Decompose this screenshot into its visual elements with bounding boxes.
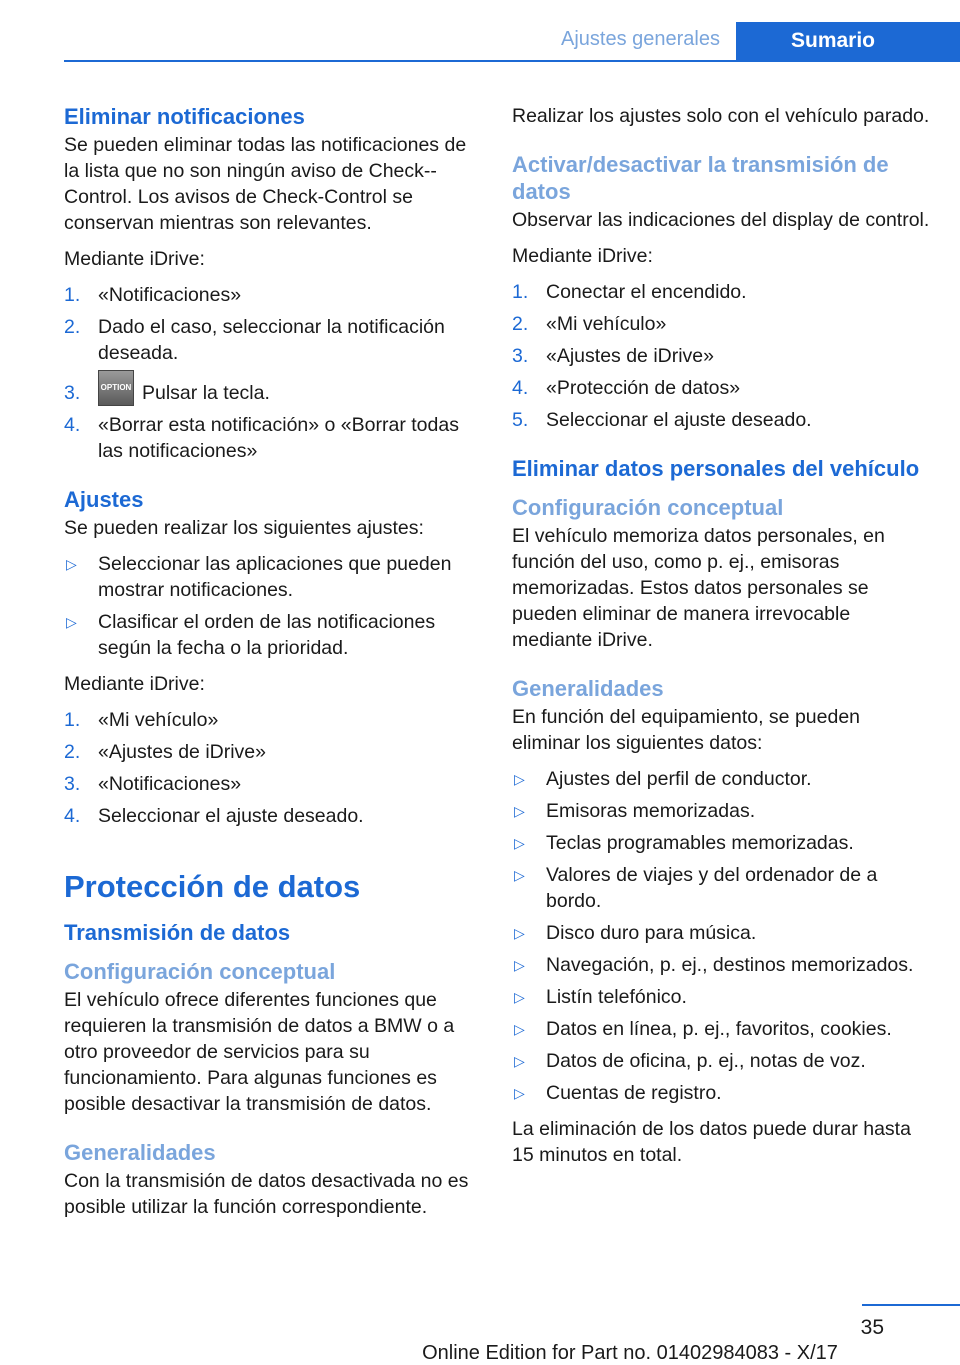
bullet-text: Ajustes del perfil de conductor. bbox=[546, 768, 812, 790]
paragraph: Mediante iDrive: bbox=[512, 245, 653, 267]
summary-tab[interactable]: Sumario bbox=[736, 22, 960, 60]
bullet-text: Datos en línea, p. ej., favoritos, cookies. bbox=[546, 1018, 892, 1040]
paragraph: Realizar los ajustes solo con el vehículo parado. bbox=[512, 105, 930, 127]
step-text: «Mi vehículo» bbox=[98, 709, 219, 731]
step-text: Dado el caso, seleccionar la notificación deseada. bbox=[98, 316, 445, 364]
bullet-text: Listín telefónico. bbox=[546, 986, 687, 1008]
step-text: «Borrar esta notificación» o «Borrar todas las notificaciones» bbox=[98, 414, 459, 462]
bullet-text: Clasificar el orden de las notificaciones según la fecha o la prioridad. bbox=[98, 611, 436, 659]
paragraph: Se pueden eliminar todas las notificaciones de la lista que no son ningún aviso de Check--Control. Los avisos de Check-Control se conservan mientras son relevantes. bbox=[64, 134, 467, 234]
heading-settings: Ajustes bbox=[64, 487, 144, 512]
paragraph: Mediante iDrive: bbox=[64, 248, 205, 270]
list-item bbox=[512, 952, 930, 978]
bullet-list bbox=[64, 551, 479, 661]
paragraph: Mediante iDrive: bbox=[64, 673, 205, 695]
triangle-bullet-icon: ▷ bbox=[514, 771, 525, 787]
list-item bbox=[64, 771, 479, 797]
step-number: 3. bbox=[512, 345, 529, 367]
bullet-text: Emisoras memorizadas. bbox=[546, 800, 756, 822]
list-item bbox=[512, 920, 930, 946]
triangle-bullet-icon: ▷ bbox=[514, 957, 525, 973]
footer-rule bbox=[862, 1304, 960, 1306]
triangle-bullet-icon: ▷ bbox=[514, 925, 525, 941]
step-text: «Notificaciones» bbox=[98, 284, 242, 306]
list-item bbox=[512, 279, 930, 305]
list-item bbox=[512, 766, 930, 792]
step-text: «Protección de datos» bbox=[546, 377, 741, 399]
steps-list bbox=[64, 282, 479, 464]
list-item bbox=[512, 862, 930, 914]
triangle-bullet-icon: ▷ bbox=[514, 1085, 525, 1101]
heading-delete-notifications: Eliminar notificaciones bbox=[64, 104, 305, 129]
header-rule bbox=[64, 60, 960, 62]
step-number: 4. bbox=[64, 805, 81, 827]
bullet-text: Seleccionar las aplicaciones que pueden mostrar notificaciones. bbox=[98, 553, 452, 601]
heading-delete-personal-data: Eliminar datos personales del vehículo bbox=[512, 456, 920, 481]
list-item bbox=[64, 314, 479, 366]
bullet-list bbox=[512, 766, 930, 1106]
list-item bbox=[512, 1016, 930, 1042]
bullet-text: Datos de oficina, p. ej., notas de voz. bbox=[546, 1050, 866, 1072]
list-item bbox=[64, 609, 479, 661]
list-item bbox=[64, 739, 479, 765]
triangle-bullet-icon: ▷ bbox=[514, 803, 525, 819]
triangle-bullet-icon: ▷ bbox=[514, 867, 525, 883]
bullet-text: Navegación, p. ej., destinos memorizados. bbox=[546, 954, 914, 976]
option-key-icon: OPTION bbox=[98, 370, 134, 406]
page-number: 35 bbox=[860, 1316, 884, 1339]
steps-list bbox=[64, 707, 479, 829]
step-text: «Notificaciones» bbox=[98, 773, 242, 795]
step-text: Seleccionar el ajuste deseado. bbox=[546, 409, 812, 431]
list-item bbox=[512, 407, 930, 433]
step-number: 3. bbox=[64, 382, 81, 404]
step-number: 2. bbox=[512, 313, 529, 335]
bullet-text: Teclas programables memorizadas. bbox=[546, 832, 854, 854]
paragraph: Con la transmisión de datos desactivada no es posible utilizar la función correspondiente. bbox=[64, 1170, 469, 1218]
heading-data-protection: Protección de datos bbox=[64, 869, 361, 904]
list-item bbox=[512, 311, 930, 337]
heading-data-transmission: Transmisión de datos bbox=[64, 920, 291, 945]
step-text: «Ajustes de iDrive» bbox=[98, 741, 266, 763]
triangle-bullet-icon: ▷ bbox=[514, 1053, 525, 1069]
bullet-text: Cuentas de registro. bbox=[546, 1082, 722, 1104]
list-item bbox=[64, 412, 479, 464]
list-item bbox=[512, 1048, 930, 1074]
right-column bbox=[512, 103, 930, 1178]
paragraph: La eliminación de los datos puede durar hasta 15 minutos en total. bbox=[512, 1118, 911, 1166]
step-number: 5. bbox=[512, 409, 529, 431]
paragraph: Se pueden realizar los siguientes ajustes: bbox=[64, 517, 424, 539]
page-header bbox=[0, 0, 960, 62]
page-footer bbox=[0, 1302, 960, 1362]
left-column bbox=[64, 103, 479, 1230]
triangle-bullet-icon: ▷ bbox=[514, 1021, 525, 1037]
heading-concept: Configuración conceptual bbox=[64, 959, 336, 984]
heading-general: Generalidades bbox=[64, 1140, 216, 1165]
step-number: 4. bbox=[64, 414, 81, 436]
paragraph: En función del equipamiento, se pueden eliminar los siguientes datos: bbox=[512, 706, 861, 754]
edition-note: Online Edition for Part no. 01402984083 - X/17 bbox=[422, 1342, 838, 1364]
paragraph: El vehículo memoriza datos personales, en función del uso, como p. ej., emisoras memorizadas. Estos datos personales se pueden eliminar de manera irrevocable mediante iDrive. bbox=[512, 525, 885, 651]
list-item bbox=[64, 282, 479, 308]
list-item bbox=[64, 707, 479, 733]
step-number: 2. bbox=[64, 316, 81, 338]
step-number: 3. bbox=[64, 773, 81, 795]
triangle-bullet-icon: ▷ bbox=[66, 614, 77, 630]
steps-list bbox=[512, 279, 930, 433]
triangle-bullet-icon: ▷ bbox=[514, 989, 525, 1005]
list-item bbox=[64, 380, 479, 406]
heading-toggle-transmission: Activar/desactivar la transmisión de datos bbox=[512, 152, 889, 204]
bullet-text: Disco duro para música. bbox=[546, 922, 757, 944]
section-tab[interactable]: Ajustes generales bbox=[561, 28, 720, 50]
heading-concept: Configuración conceptual bbox=[512, 495, 784, 520]
heading-general: Generalidades bbox=[512, 676, 664, 701]
list-item bbox=[512, 343, 930, 369]
list-item bbox=[512, 375, 930, 401]
list-item bbox=[512, 1080, 930, 1106]
triangle-bullet-icon: ▷ bbox=[66, 556, 77, 572]
list-item bbox=[64, 803, 479, 829]
list-item bbox=[512, 798, 930, 824]
step-number: 1. bbox=[512, 281, 529, 303]
list-item bbox=[512, 984, 930, 1010]
step-number: 4. bbox=[512, 377, 529, 399]
step-number: 1. bbox=[64, 284, 81, 306]
paragraph: El vehículo ofrece diferentes funciones que requieren la transmisión de datos a BMW o a otro proveedor de servicios para su funcionamiento. Para algunas funciones es posible desactivar la transmisión de datos. bbox=[64, 989, 455, 1115]
step-text: «Ajustes de iDrive» bbox=[546, 345, 714, 367]
step-text: Pulsar la tecla. bbox=[142, 382, 270, 404]
step-text: Seleccionar el ajuste deseado. bbox=[98, 805, 364, 827]
step-number: 1. bbox=[64, 709, 81, 731]
step-text: «Mi vehículo» bbox=[546, 313, 667, 335]
step-text: Conectar el encendido. bbox=[546, 281, 747, 303]
paragraph: Observar las indicaciones del display de control. bbox=[512, 209, 930, 231]
bullet-text: Valores de viajes y del ordenador de a bordo. bbox=[546, 864, 878, 912]
step-number: 2. bbox=[64, 741, 81, 763]
list-item bbox=[64, 551, 479, 603]
list-item bbox=[512, 830, 930, 856]
triangle-bullet-icon: ▷ bbox=[514, 835, 525, 851]
